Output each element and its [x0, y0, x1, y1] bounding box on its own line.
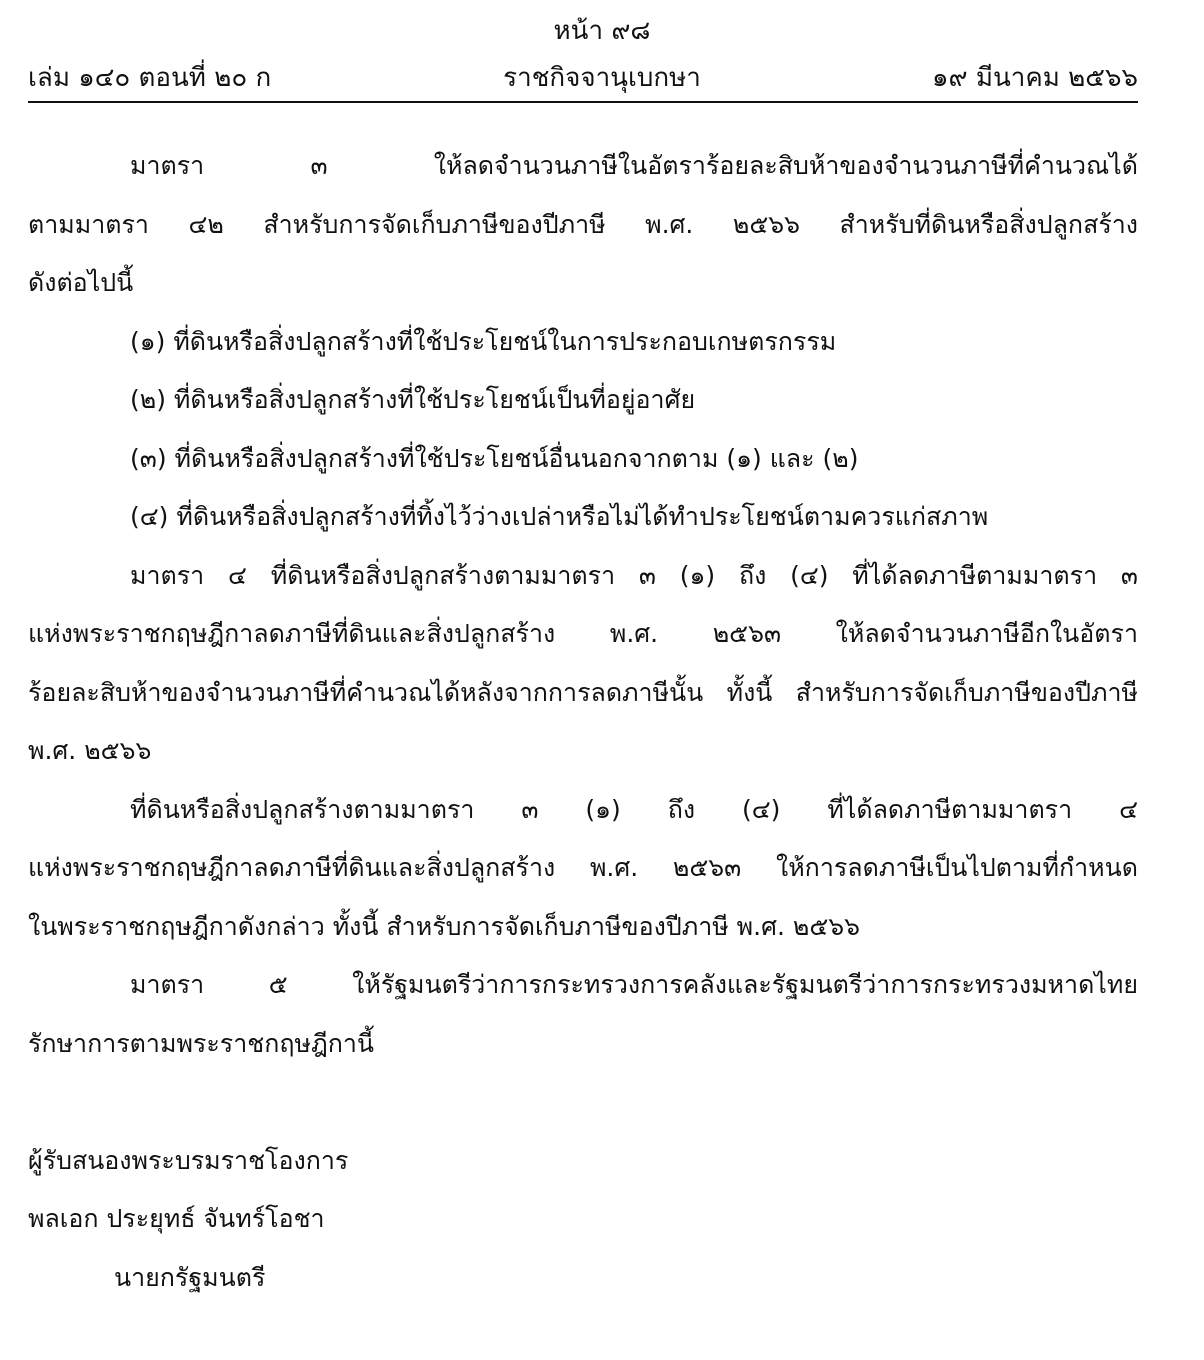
volume-issue: เล่ม ๑๔๐ ตอนที่ ๒๐ ก [28, 63, 272, 93]
publication-date: ๑๙ มีนาคม ๒๕๖๖ [932, 63, 1138, 93]
section-4-line-1: มาตรา ๔ ที่ดินหรือสิ่งปลูกสร้างตามมาตรา ๓ (๑) ถึง (๔) ที่ได้ลดภาษีตามมาตรา ๓ [130, 561, 1138, 590]
section-5-line-2: รักษาการตามพระราชกฤษฎีกานี้ [28, 1029, 375, 1058]
section-4-para-2-line-2: แห่งพระราชกฤษฎีกาลดภาษีที่ดินและสิ่งปลูกสร้าง พ.ศ. ๒๕๖๓ ให้การลดภาษีเป็นไปตามที่กำหนด [28, 853, 1138, 882]
header-divider [28, 101, 1138, 103]
gazette-title: ราชกิจจานุเบกษา [503, 63, 701, 93]
section-3-line-1: มาตรา ๓ ให้ลดจำนวนภาษีในอัตราร้อยละสิบห้าของจำนวนภาษีที่คำนวณได้ [130, 151, 1138, 180]
section-5-line-1: มาตรา ๕ ให้รัฐมนตรีว่าการกระทรวงการคลังและรัฐมนตรีว่าการกระทรวงมหาดไทย [130, 970, 1138, 999]
list-item-4: (๔) ที่ดินหรือสิ่งปลูกสร้างที่ทิ้งไว้ว่างเปล่าหรือไม่ได้ทำประโยชน์ตามควรแก่สภาพ [130, 502, 989, 531]
list-item-2: (๒) ที่ดินหรือสิ่งปลูกสร้างที่ใช้ประโยชน์เป็นที่อยู่อาศัย [130, 385, 696, 414]
section-4-line-3: ร้อยละสิบห้าของจำนวนภาษีที่คำนวณได้หลังจากการลดภาษีนั้น ทั้งนี้ สำหรับการจัดเก็บภาษีของปีภาษี [28, 678, 1138, 707]
section-4-line-2: แห่งพระราชกฤษฎีกาลดภาษีที่ดินและสิ่งปลูกสร้าง พ.ศ. ๒๕๖๓ ให้ลดจำนวนภาษีอีกในอัตรา [28, 619, 1138, 648]
section-3-line-2: ตามมาตรา ๔๒ สำหรับการจัดเก็บภาษีของปีภาษี พ.ศ. ๒๕๖๖ สำหรับที่ดินหรือสิ่งปลูกสร้าง [28, 210, 1138, 239]
section-3-line-3: ดังต่อไปนี้ [28, 268, 134, 297]
list-item-1: (๑) ที่ดินหรือสิ่งปลูกสร้างที่ใช้ประโยชน์ในการประกอบเกษตรกรรม [130, 327, 837, 356]
list-item-3: (๓) ที่ดินหรือสิ่งปลูกสร้างที่ใช้ประโยชน์อื่นนอกจากตาม (๑) และ (๒) [130, 444, 859, 473]
countersign-label: ผู้รับสนองพระบรมราชโองการ [28, 1146, 349, 1175]
signatory-name: พลเอก ประยุทธ์ จันทร์โอชา [28, 1204, 325, 1233]
section-4-line-4: พ.ศ. ๒๕๖๖ [28, 736, 152, 765]
signatory-title: นายกรัฐมนตรี [114, 1263, 266, 1292]
section-4-para-2-line-1: ที่ดินหรือสิ่งปลูกสร้างตามมาตรา ๓ (๑) ถึง (๔) ที่ได้ลดภาษีตามมาตรา ๔ [130, 795, 1138, 824]
page-number: หน้า ๙๘ [553, 16, 651, 46]
section-4-para-2-line-3: ในพระราชกฤษฎีกาดังกล่าว ทั้งนี้ สำหรับการจัดเก็บภาษีของปีภาษี พ.ศ. ๒๕๖๖ [28, 912, 860, 941]
